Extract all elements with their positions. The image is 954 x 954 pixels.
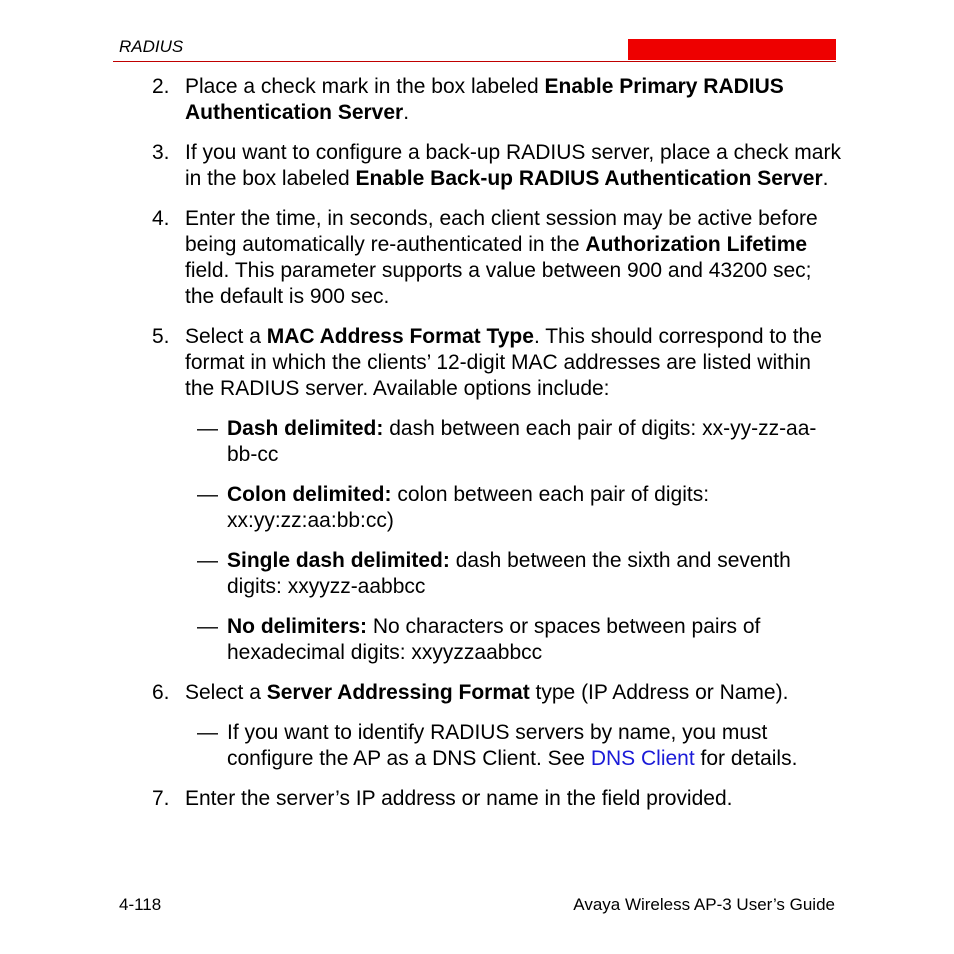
em-dash: — (197, 615, 218, 638)
option-text: dash between each pair of digits: xx-yy-zz-aa-bb-cc (227, 417, 817, 466)
step-number: 7. (152, 787, 170, 810)
document-body (152, 74, 842, 826)
ui-label: MAC Address Format Type (266, 325, 534, 348)
step-2 (152, 74, 842, 126)
step-text: Place a check mark in the box labeled (185, 75, 545, 98)
option-label: Single dash delimited: (227, 549, 450, 572)
step-number: 4. (152, 207, 170, 230)
step-text: If you want to configure a back-up RADIUS server, place a check mark in the box labeled (185, 141, 841, 190)
step-text: . This should correspond to the format in which the clients’ 12-digit MAC addresses are listed within the RADIUS server. Available options include: (185, 325, 822, 400)
step-text: . (822, 167, 829, 190)
step-text: field. This parameter supports a value between 900 and 43200 sec; the default is 900 sec. (185, 259, 812, 308)
em-dash: — (197, 721, 218, 744)
option-text: No characters or spaces between pairs of hexadecimal digits: xxyyzzaabbcc (227, 615, 761, 664)
note-text: If you want to identify RADIUS servers by name, you must configure the AP as a DNS Client. See (227, 721, 768, 770)
option-text: dash between the sixth and seventh digits: xxyyzz-aabbcc (227, 549, 791, 598)
option-no-delimiters (152, 614, 842, 666)
ui-label: Enable Back-up RADIUS Authentication Server (355, 167, 823, 190)
note-dns-client (152, 720, 842, 772)
dns-client-link[interactable]: DNS Client (590, 747, 695, 770)
section-title: RADIUS (119, 37, 184, 56)
step-text: Select a (185, 325, 267, 348)
step-text: Select a (185, 681, 267, 704)
step-3 (152, 140, 842, 192)
header-rule (113, 61, 836, 62)
page-number: 4-118 (119, 895, 162, 914)
step-text: . (403, 101, 410, 124)
option-label: Colon delimited: (227, 483, 392, 506)
step-text: type (IP Address or Name). (529, 681, 789, 704)
option-single-dash-delimited (152, 548, 842, 600)
option-dash-delimited (152, 416, 842, 468)
step-text: Enter the time, in seconds, each client session may be active before being automatically re-authenticated in the (185, 207, 818, 256)
step-number: 5. (152, 325, 170, 348)
em-dash: — (197, 417, 218, 440)
option-label: No delimiters: (227, 615, 368, 638)
step-text: Enter the server’s IP address or name in the field provided. (185, 787, 733, 810)
ui-label: Enable Primary RADIUS Authentication Server (185, 75, 784, 124)
em-dash: — (197, 549, 218, 572)
note-text: for details. (694, 747, 798, 770)
step-number: 3. (152, 141, 170, 164)
em-dash: — (197, 483, 218, 506)
header-accent-bar (628, 39, 836, 60)
step-number: 6. (152, 681, 170, 704)
step-5 (152, 324, 842, 666)
ui-label: Server Addressing Format (266, 681, 530, 704)
ui-label: Authorization Lifetime (585, 233, 808, 256)
step-number: 2. (152, 75, 170, 98)
option-label: Dash delimited: (227, 417, 384, 440)
guide-title: Avaya Wireless AP-3 User’s Guide (573, 895, 835, 914)
option-colon-delimited (152, 482, 842, 534)
option-text: colon between each pair of digits: xx:yy:zz:aa:bb:cc) (227, 483, 710, 532)
step-4 (152, 206, 842, 310)
step-6 (152, 680, 842, 772)
step-7 (152, 786, 842, 812)
